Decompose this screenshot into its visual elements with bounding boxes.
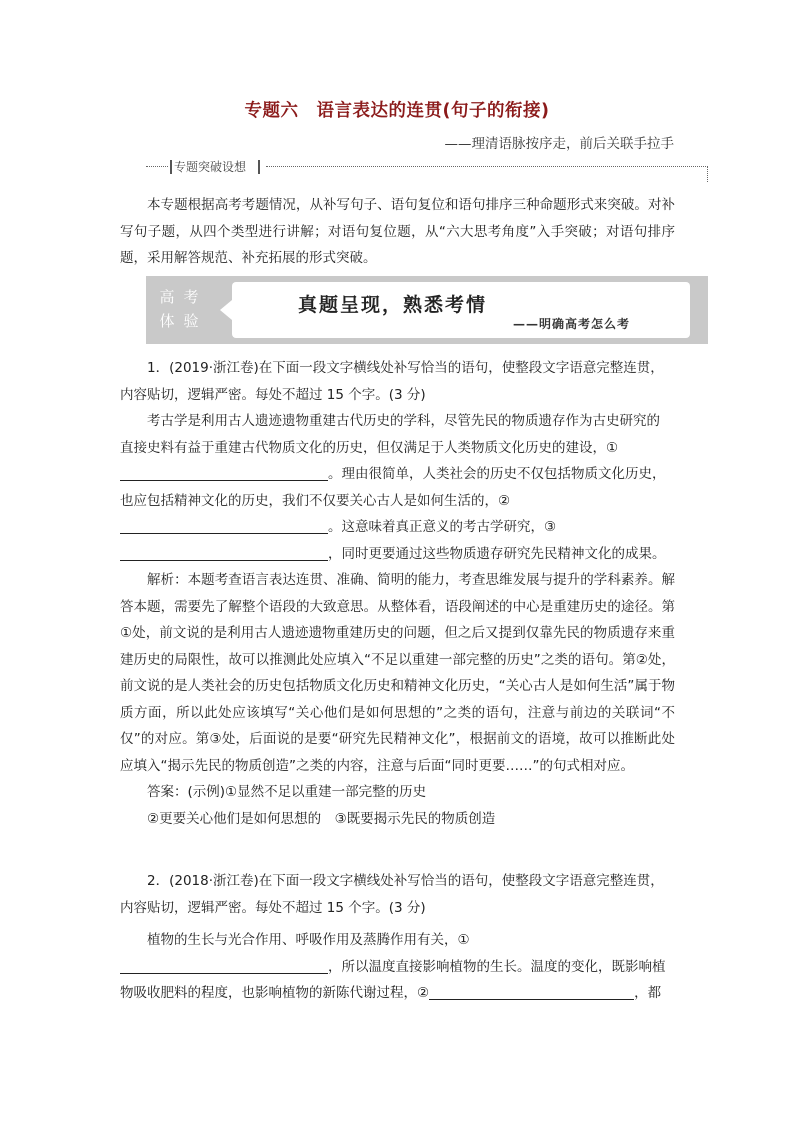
tile-char: 验: [183, 312, 199, 330]
answer-text: 答案：(示例)①显然不足以重建一部完整的历史: [147, 784, 427, 800]
strategy-section-header: [146, 158, 708, 186]
dotted-rule-left: [146, 166, 168, 167]
page-subtitle: ——理清语脉按序走，前后关联手拉手: [444, 136, 674, 152]
question-stem: 内容贴切，逻辑严密。每处不超过 15 个字。(3 分): [120, 386, 426, 403]
strategy-label: 专题突破设想: [174, 160, 247, 174]
banner-subtitle: ——明确高考怎么考: [512, 317, 630, 331]
passage-line: 植物的生长与光合作用、呼吸作用及蒸腾作用有关，①: [147, 932, 470, 948]
answer-blank-3[interactable]: [120, 544, 328, 561]
exam-experience-tile: [156, 286, 204, 334]
tile-char: 考: [183, 288, 199, 306]
passage-line: 也应包括精神文化的历史，我们不仅要关心古人是如何生活的，②: [120, 492, 511, 509]
passage-line: 。理由很简单，人类社会的历史不仅包括物质文化历史，: [120, 461, 675, 488]
question-stem: 2．(2018·浙江卷)在下面一段文字横线处补写恰当的语句，使整段文字语意完整连贯，: [147, 873, 664, 889]
tile-char: 高: [159, 288, 175, 306]
answer-blank-1[interactable]: [120, 464, 328, 481]
answer-text: ②更要关心他们是如何思想的 ③既要揭示先民的物质创造: [147, 810, 496, 827]
passage-line: ，所以温度直接影响植物的生长。温度的变化，既影响植: [120, 954, 675, 981]
passage-line: 考古学是利用古人遗迹遗物重建古代历史的学科，尽管先民的物质遗存作为古史研究的: [147, 413, 660, 429]
banner-notch: [220, 300, 232, 320]
passage-line: 。这意味着真正意义的考古学研究，③: [120, 514, 675, 541]
question-stem: 1．(2019·浙江卷)在下面一段文字横线处补写恰当的语句，使整段文字语意完整连贯，: [147, 360, 664, 376]
dotted-rule-top: [266, 166, 708, 167]
label-bar-right: [258, 160, 260, 174]
tile-char: 体: [159, 312, 175, 330]
passage-line: 直接史料有益于重建古代物质文化的历史，但仅满足于人类物质文化历史的建设，①: [120, 439, 619, 456]
banner-title: 真题呈现，熟悉考情: [298, 294, 488, 316]
dotted-rule-right: [707, 166, 708, 182]
label-bar-left: [170, 160, 172, 174]
page-title: 专题六 语言表达的连贯(句子的衔接): [244, 101, 550, 121]
answer-blank-2[interactable]: [429, 983, 634, 1000]
passage-line: ，同时更要通过这些物质遗存研究先民精神文化的成果。: [120, 541, 675, 568]
section-banner: [146, 276, 708, 344]
answer-blank-1[interactable]: [120, 957, 328, 974]
question-stem: 内容贴切，逻辑严密。每处不超过 15 个字。(3 分): [120, 899, 426, 916]
question-1: [120, 355, 675, 832]
passage-line: 物吸收肥料的程度，也影响植物的新陈代谢过程，② ，都: [120, 985, 662, 1001]
banner-card: [232, 282, 690, 338]
answer-blank-2[interactable]: [120, 517, 328, 534]
strategy-body: 本专题根据高考考题情况，从补写句子、语句复位和语句排序三种命题形式来突破。对补写句子题，从四个类型进行讲解；对语句复位题，从“六大思考角度”入手突破；对语句排序题，采用解答规范、补充拓展的形式突破。: [120, 197, 675, 266]
question-2: [120, 868, 675, 1007]
analysis-text: 解析：本题考查语言表达连贯、准确、简明的能力，考查思维发展与提升的学科素养。解答本题，需要先了解整个语段的大致意思。从整体看，语段阐述的中心是重建历史的途径。第①处，前文说的是利用古人遗迹遗物重建历史的问题，但之后又提到仅靠先民的物质遗存来重建历史的局限性，故可以推测此处应填入“不足以重建一部完整的历史”之类的语句。第②处，前文说的是人类社会的历史包括物质文化历史和精神文化历史，“关心古人是如何生活”属于物质方面，所以此处应该填写“关心他们是如何思想的”之类的语句，注意与前边的关联词“不仅”的对应。第③处，后面说的是要“研究先民精神文化”，根据前文的语境，故可以推断此处应填入“揭示先民的物质创造”之类的内容，注意与后面“同时更要……”的句式相对应。: [120, 572, 675, 774]
